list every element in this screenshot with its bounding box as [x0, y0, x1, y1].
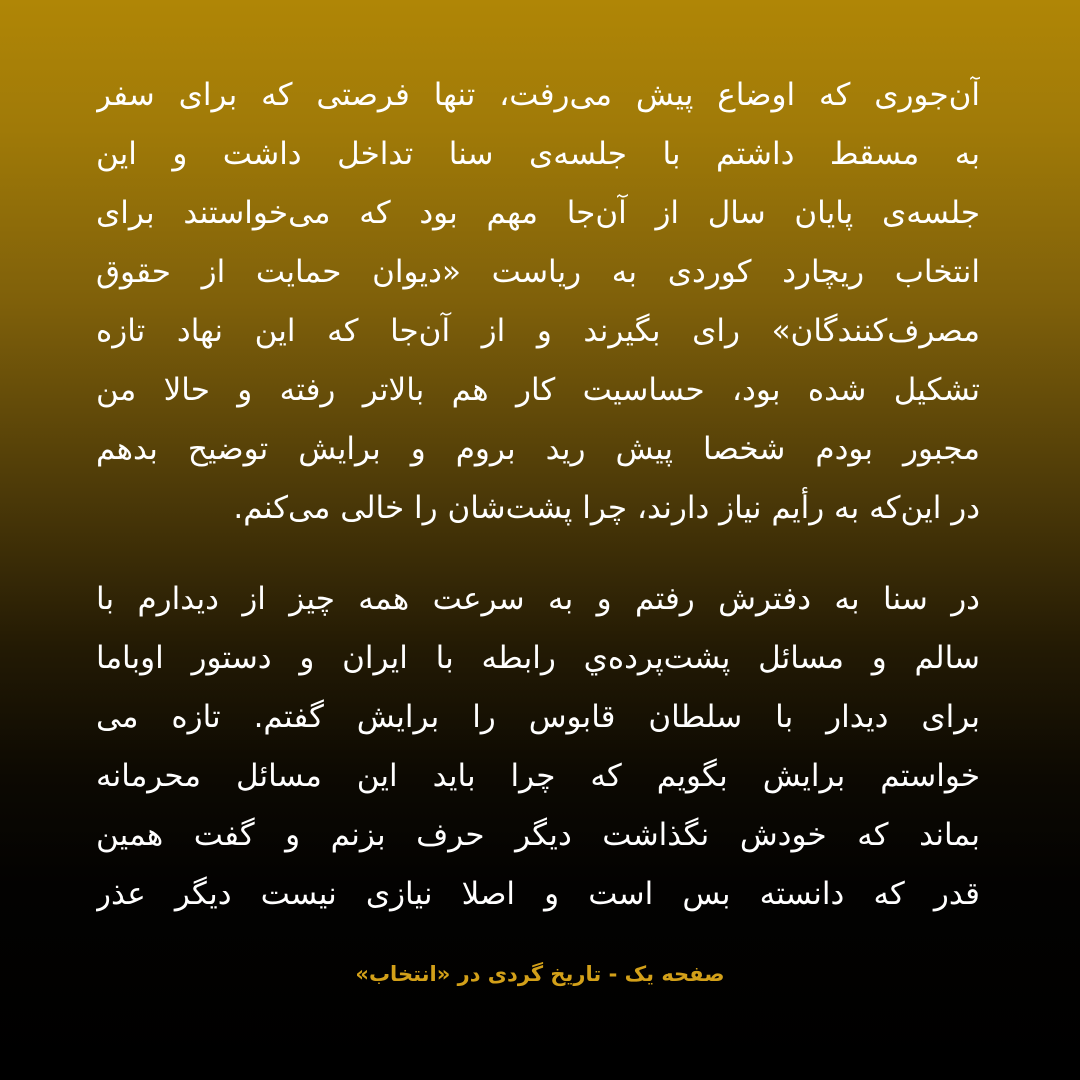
- text-line: انتخاب ریچارد کوردی به ریاست «دیوان حمایت از حقوق: [96, 254, 980, 290]
- text-line: در سنا به دفترش رفتم و به سرعت همه چیز از دیدارم با: [96, 581, 980, 617]
- text-line: جلسه‌ی پایان سال از آن‌جا مهم بود که می‌خواستند برای: [96, 195, 980, 231]
- text-line: بماند که خودش نگذاشت دیگر حرف بزنم و گفت همین: [96, 817, 980, 853]
- text-line: تشکیل شده بود، حساسیت کار هم بالاتر رفته و حالا من: [96, 372, 980, 408]
- paragraph-1: [96, 66, 980, 538]
- text-line: آن‌جوری که اوضاع پیش می‌رفت، تنها فرصتی که برای سفر: [96, 77, 980, 113]
- text-line: مصرف‌کنندگان» رای بگیرند و از آن‌جا که این نهاد تازه: [96, 313, 980, 349]
- text-line: خواستم برایش بگویم که چرا باید این مسائل محرمانه: [96, 758, 980, 794]
- text-line: در این‌که به رأیم نیاز دارند، چرا پشت‌شان را خالی می‌کنم.: [233, 490, 980, 526]
- text-line: قدر که دانسته بس است و اصلا نیازی نیست دیگر عذر: [96, 876, 980, 912]
- page-footer: صفحه یک - تاریخ گردی در «انتخاب»: [355, 962, 725, 986]
- text-line: مجبور بودم شخصا پیش رید بروم و برایش توضیح بدهم: [96, 431, 980, 467]
- paragraph-2: [96, 570, 980, 924]
- text-line: به مسقط داشتم با جلسه‌ی سنا تداخل داشت و این: [96, 136, 980, 172]
- text-line: سالم و مسائل پشت‌پرده‌ي رابطه با ایران و دستور اوباما: [96, 640, 980, 676]
- text-line: برای دیدار با سلطان قابوس را برایش گفتم. تازه می: [96, 699, 980, 735]
